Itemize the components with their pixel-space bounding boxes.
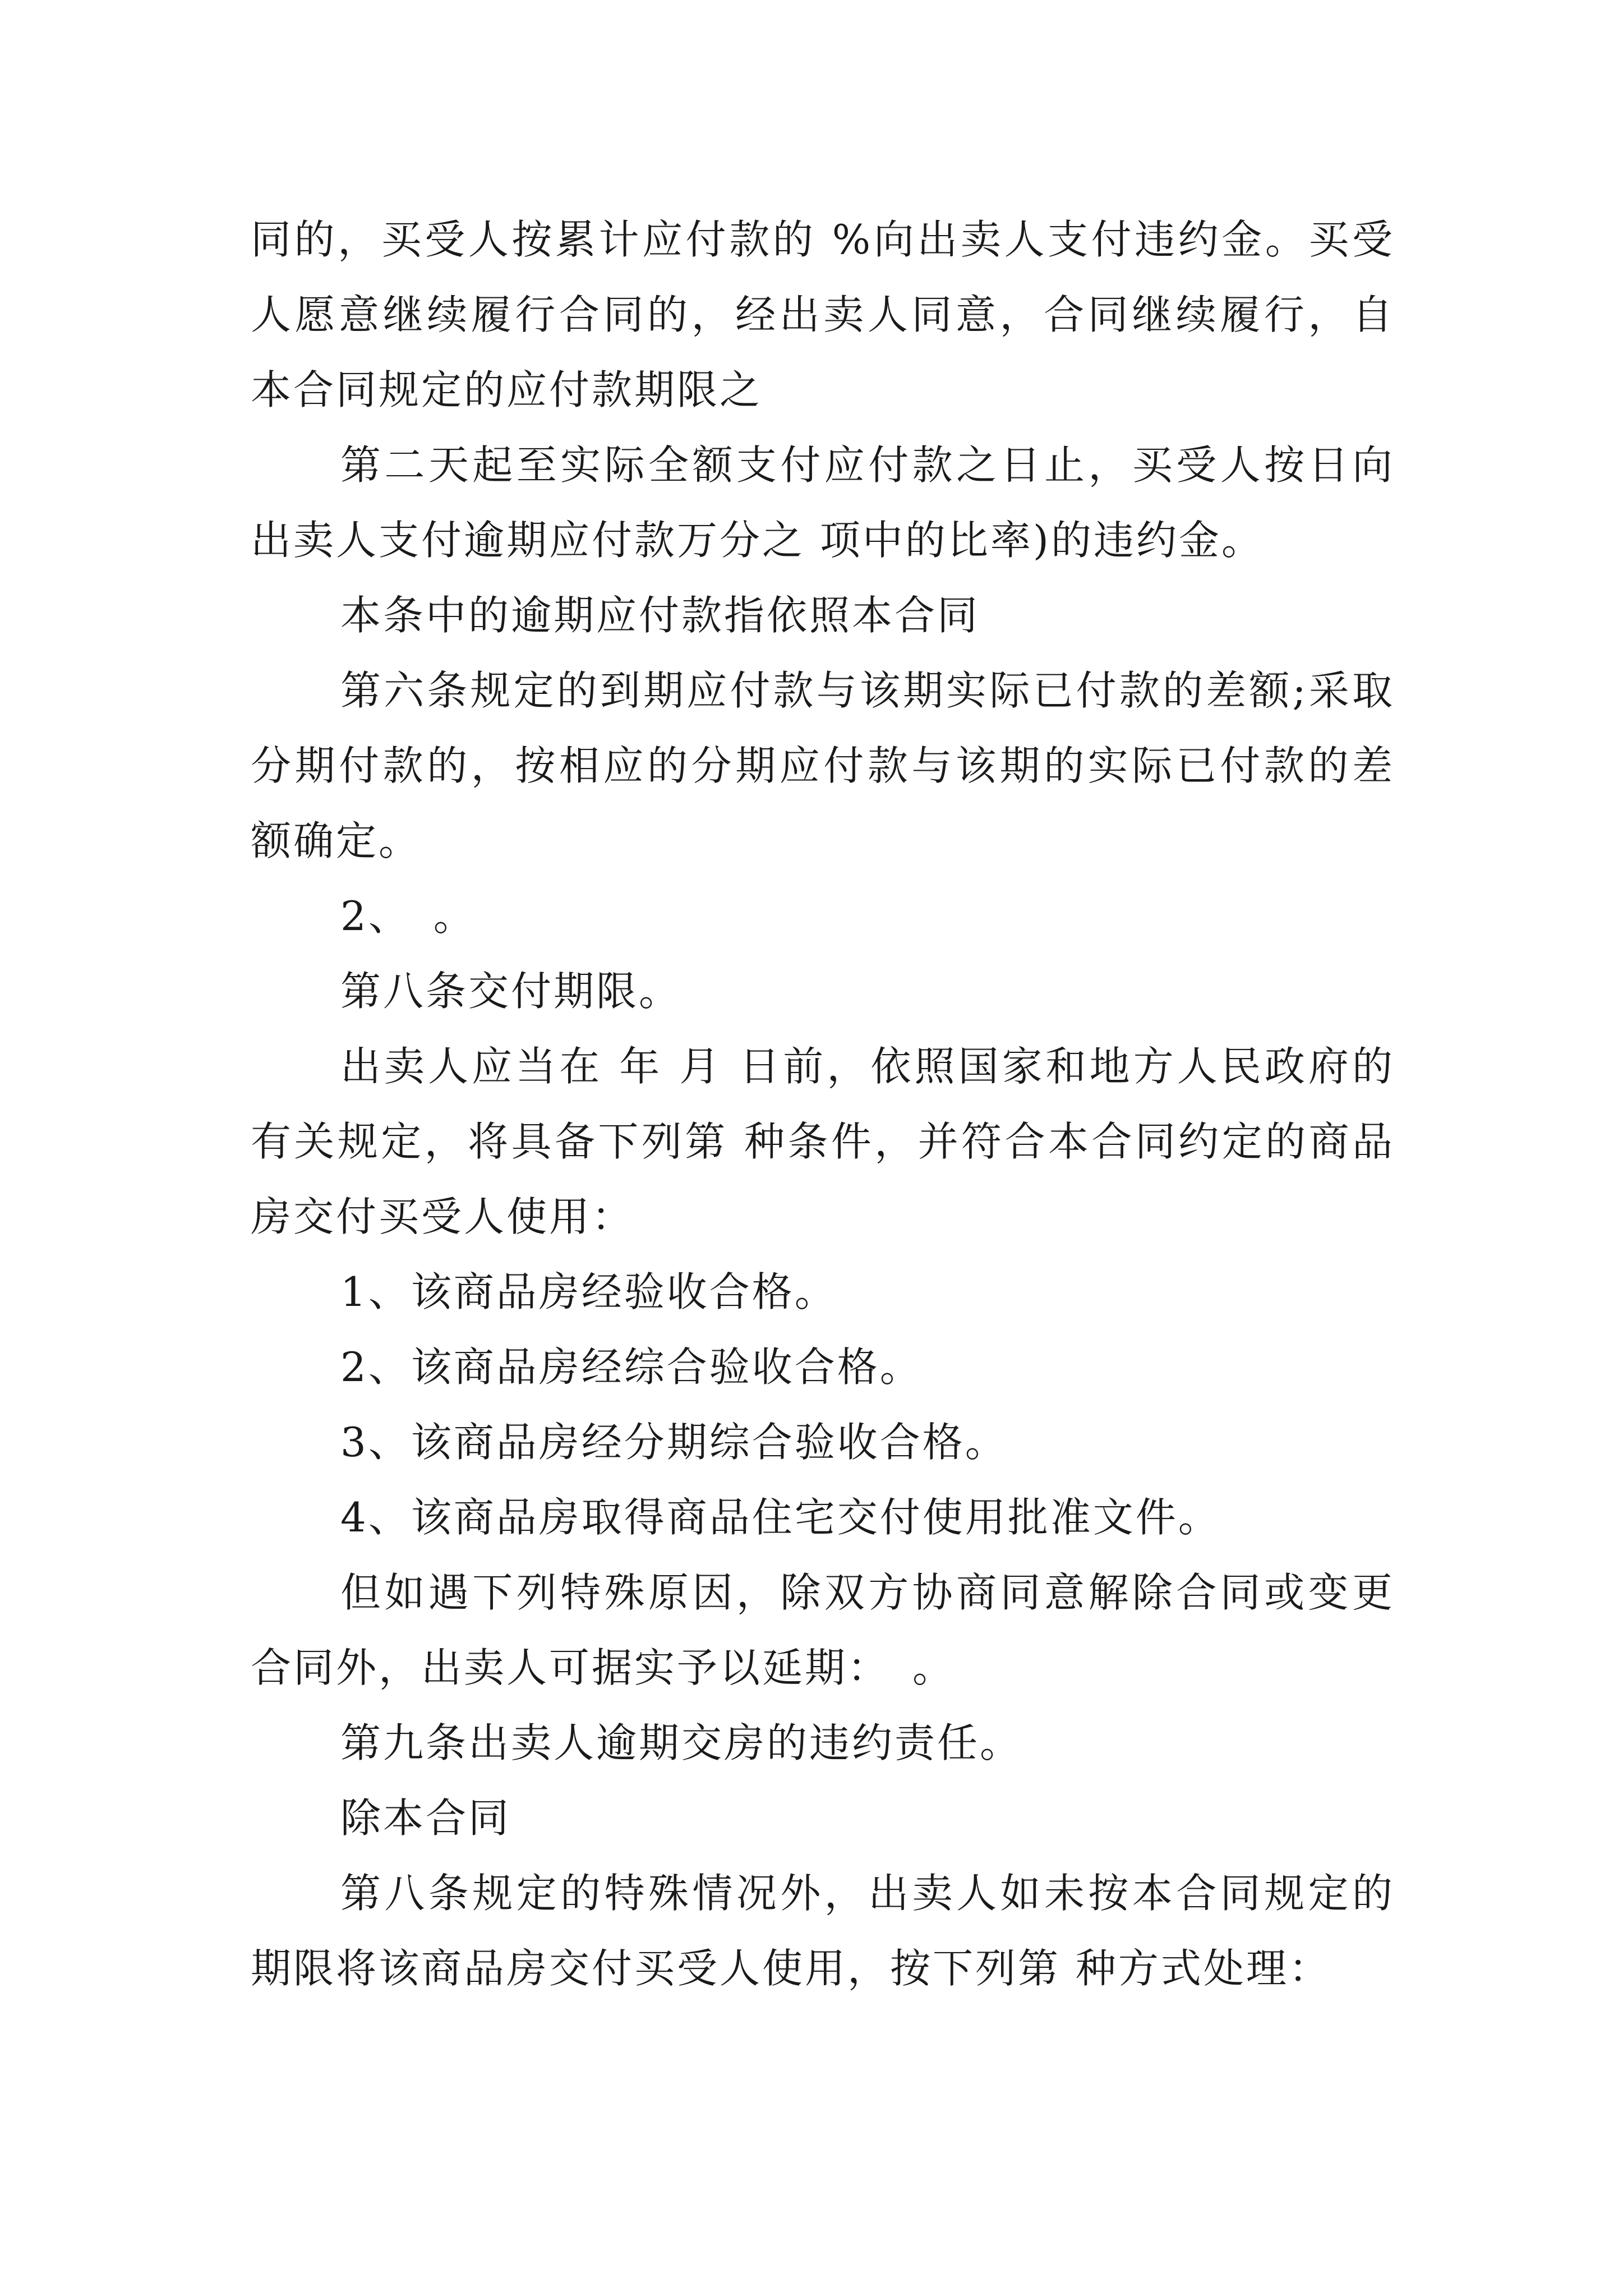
paragraph-1: 同的，买受人按累计应付款的 %向出卖人支付违约金。买受人愿意继续履行合同的，经出卖人同意，合同继续履行，自本合同规定的应付款期限之 <box>251 216 1395 413</box>
list-item-3: 3、该商品房经分期综合验收合格。 <box>340 1419 1008 1466</box>
paragraph-7: 出卖人应当在 年 月 日前，依照国家和地方人民政府的有关规定，将具备下列第 种条件，并符合本合同约定的商品房交付买受人使用： <box>251 1043 1395 1240</box>
paragraph-12: 但如遇下列特殊原因，除双方协商同意解除合同或变更合同外，出卖人可据实予以延期： 。 <box>251 1569 1395 1691</box>
paragraph-14: 除本合同 <box>340 1795 511 1842</box>
section-heading-article-8: 第八条交付期限。 <box>340 968 682 1015</box>
paragraph-4: 第六条规定的到期应付款与该期实际已付款的差额;采取分期付款的，按相应的分期应付款与该期的实际已付款的差额确定。 <box>251 667 1395 864</box>
list-item-1: 1、该商品房经验收合格。 <box>340 1268 837 1315</box>
paragraph-3: 本条中的逾期应付款指依照本合同 <box>340 592 980 639</box>
list-item-4: 4、该商品房取得商品住宅交付使用批准文件。 <box>340 1494 1221 1541</box>
section-heading-article-9: 第九条出卖人逾期交房的违约责任。 <box>340 1719 1023 1766</box>
document-body <box>251 202 1395 2006</box>
list-item-2: 2、该商品房经综合验收合格。 <box>340 1343 923 1391</box>
paragraph-5: 2、 。 <box>340 892 476 940</box>
paragraph-15: 第八条规定的特殊情况外，出卖人如未按本合同规定的期限将该商品房交付买受人使用，按下列第 种方式处理： <box>251 1870 1395 1992</box>
paragraph-2: 第二天起至实际全额支付应付款之日止，买受人按日向出卖人支付逾期应付款万分之 项中的比率)的违约金。 <box>251 441 1395 564</box>
